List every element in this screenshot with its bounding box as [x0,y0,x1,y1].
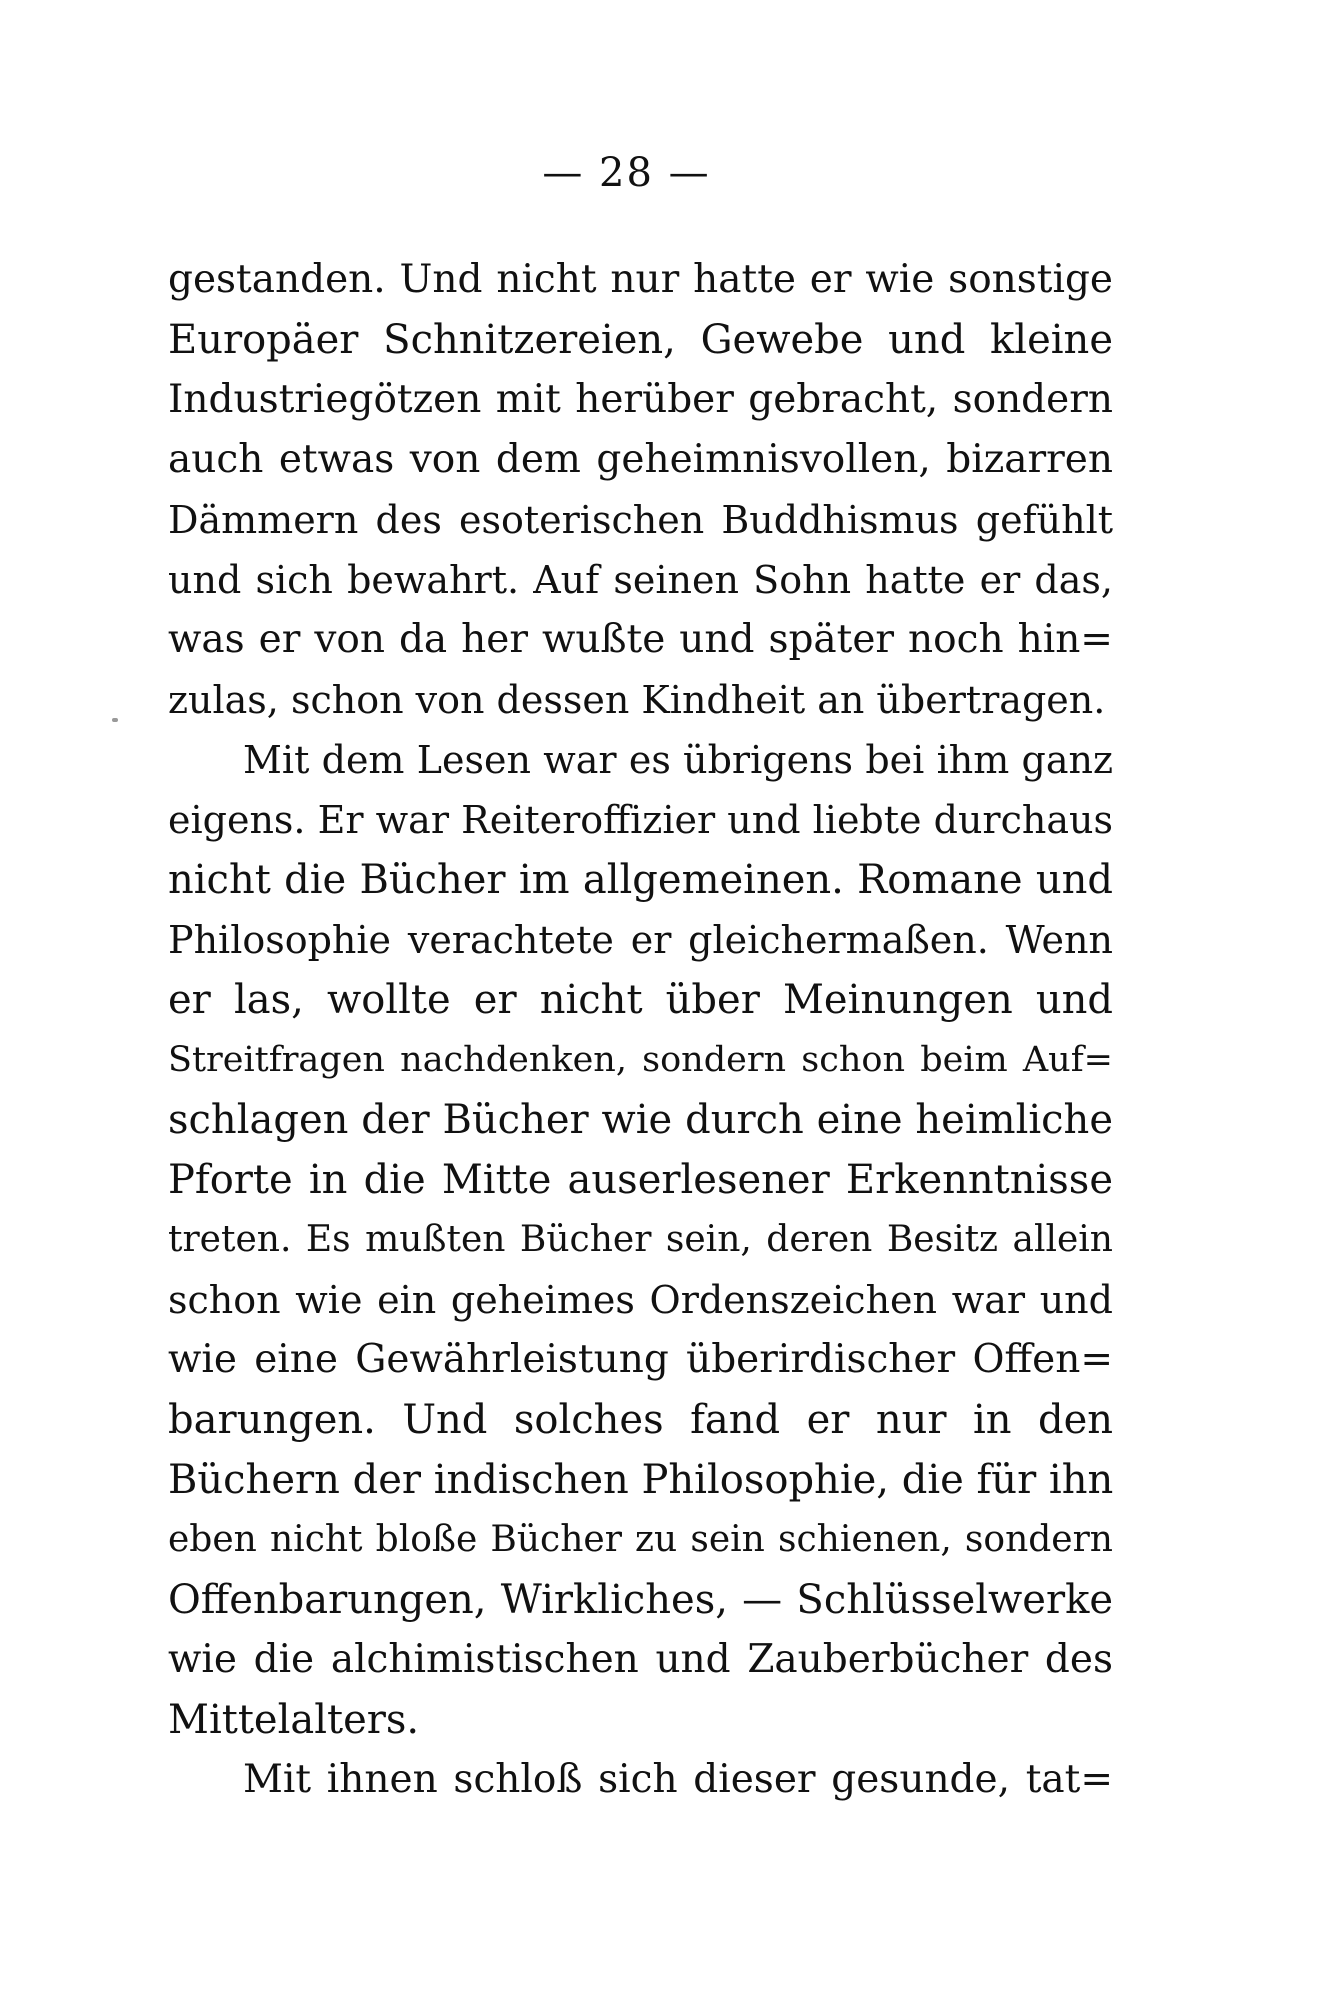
text-line: Büchern der indischen Philosophie, die für ihn [168,1457,1113,1503]
text-line: nicht die Bücher im allgemeinen. Romane und [168,857,1113,903]
text-line: auch etwas von dem geheimnisvollen, bizarren [168,437,1113,482]
text-line: und sich bewahrt. Auf seinen Sohn hatte er das, [168,558,1113,602]
text-line: wie eine Gewährleistung überirdischer Offen= [168,1337,1113,1382]
text-line: schon wie ein geheimes Ordenszeichen war und [168,1278,1113,1322]
text-line: Dämmern des esoterischen Buddhismus gefühlt [168,498,1113,542]
print-speck [112,718,118,722]
text-line: er las, wollte er nicht über Meinungen und [168,977,1113,1023]
text-line: Industriegötzen mit herüber gebracht, sondern [168,377,1113,422]
paragraph-start-line: Mit ihnen schloß sich dieser gesunde, tat= [243,1757,1113,1802]
text-line: Mittelalters. [168,1697,420,1743]
text-line: Streitfragen nachdenken, sondern schon beim Auf= [168,1040,1113,1080]
text-line: wie die alchimistischen und Zauberbücher des [168,1637,1113,1682]
body-text [168,250,1113,1810]
paragraph-start-line: Mit dem Lesen war es übrigens bei ihm ganz [243,738,1113,782]
text-line: treten. Es mußten Bücher sein, deren Besitz allein [168,1219,1113,1260]
text-line: Europäer Schnitzereien, Gewebe und kleine [168,317,1113,363]
text-line: eben nicht bloße Bücher zu sein schienen, sondern [168,1519,1113,1560]
text-line: barungen. Und solches fand er nur in den [168,1397,1113,1443]
text-line: Pforte in die Mitte auserlesener Erkenntnisse [168,1157,1113,1203]
text-line: schlagen der Bücher wie durch eine heimliche [168,1097,1113,1143]
page-number: — 28 — [542,150,711,196]
text-line: zulas, schon von dessen Kindheit an übertragen. [168,678,1106,722]
text-line: eigens. Er war Reiteroffizier und liebte durchaus [168,798,1113,842]
text-line: Offenbarungen, Wirkliches, — Schlüsselwerke [168,1577,1113,1623]
text-line: was er von da her wußte und später noch hin= [168,617,1113,662]
text-line: gestanden. Und nicht nur hatte er wie sonstige [168,257,1113,302]
text-line: Philosophie verachtete er gleichermaßen. Wenn [168,918,1113,962]
